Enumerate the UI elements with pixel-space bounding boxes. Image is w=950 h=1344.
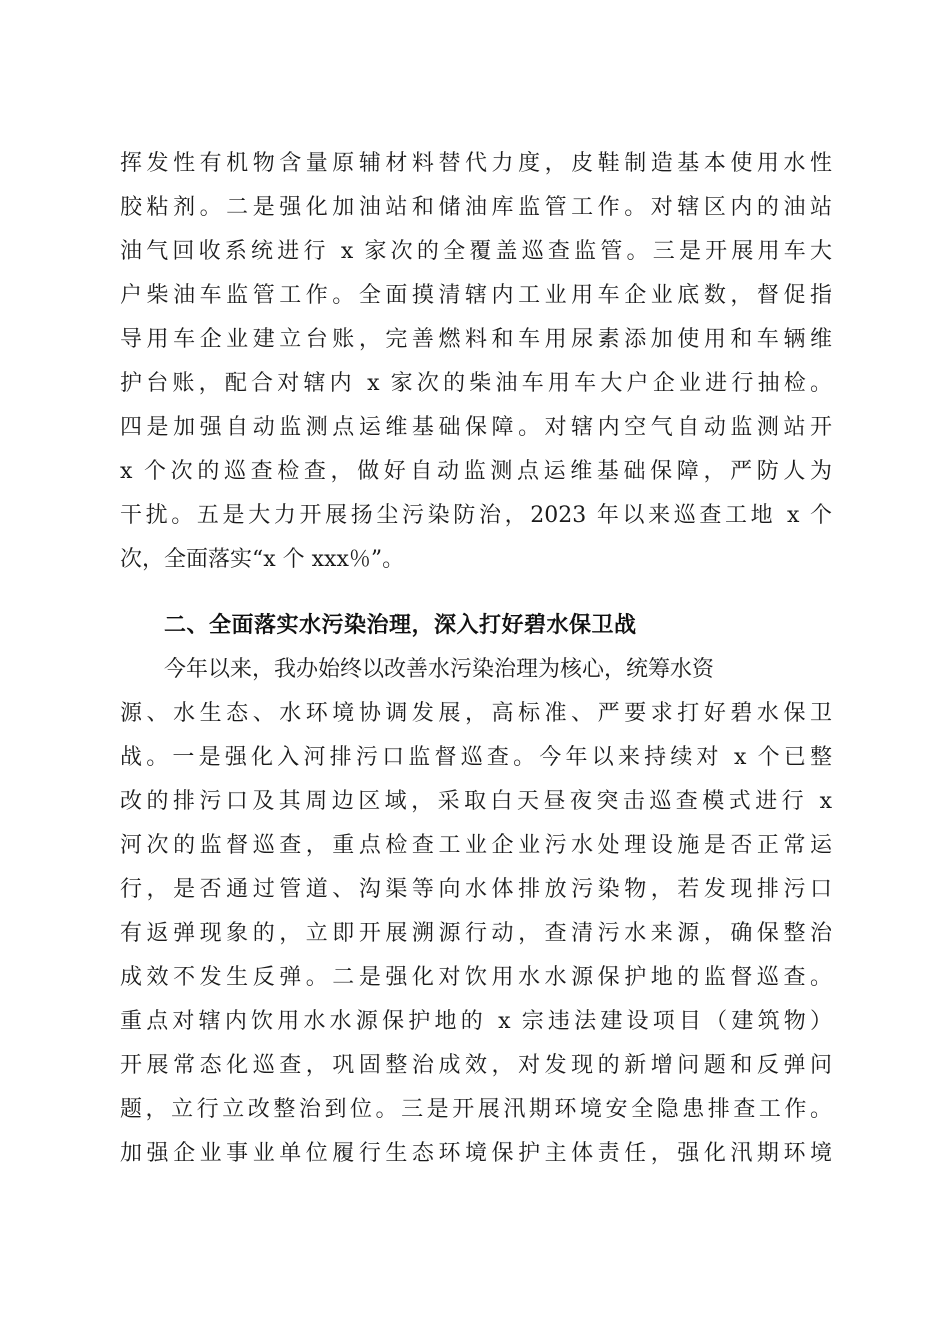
text-line: 胶粘剂。二是强化加油站和储油库监管工作。对辖区内的油站 (120, 195, 832, 220)
text-line: 有返弹现象的，立即开展溯源行动，查清污水来源，确保整治 (120, 921, 832, 946)
text-line: 次，全面落实“x 个 xxx％”。 (120, 547, 405, 572)
text-line: x 个次的巡查检查，做好自动监测点运维基础保障，严防人为 (120, 459, 832, 484)
text-line: 油气回收系统进行 x 家次的全覆盖巡查监管。三是开展用车大 (120, 239, 832, 264)
text-line: 加强企业事业单位履行生态环境保护主体责任，强化汛期环境 (120, 1141, 832, 1166)
text-line: 重点对辖内饮用水水源保护地的 x 宗违法建设项目（建筑物） (120, 1009, 832, 1034)
text-line: 河次的监督巡查，重点检查工业企业污水处理设施是否正常运 (120, 833, 832, 858)
text-line: 改的排污口及其周边区域，采取白天昼夜突击巡查模式进行 x (120, 789, 832, 814)
text-line: 源、水生态、水环境协调发展，高标准、严要求打好碧水保卫 (120, 701, 832, 726)
paragraph-water-pollution (120, 648, 832, 1176)
text-line: 今年以来，我办始终以改善水污染治理为核心，统筹水资 (164, 657, 715, 682)
text-line: 战。一是强化入河排污口监督巡查。今年以来持续对 x 个已整 (120, 745, 832, 770)
text-line: 题，立行立改整治到位。三是开展汛期环境安全隐患排查工作。 (120, 1097, 832, 1122)
text-line: 干扰。五是大力开展扬尘污染防治，2023 年以来巡查工地 x 个 (120, 503, 832, 528)
paragraph-air-pollution (120, 142, 832, 582)
text-line: 挥发性有机物含量原辅材料替代力度，皮鞋制造基本使用水性 (120, 151, 832, 176)
text-line: 导用车企业建立台账，完善燃料和车用尿素添加使用和车辆维 (120, 327, 832, 352)
section-heading-water-pollution: 二、全面落实水污染治理，深入打好碧水保卫战 (164, 613, 637, 638)
text-line: 成效不发生反弹。二是强化对饮用水水源保护地的监督巡查。 (120, 965, 832, 990)
text-line: 护台账，配合对辖内 x 家次的柴油车用车大户企业进行抽检。 (120, 371, 832, 396)
text-line: 开展常态化巡查，巩固整治成效，对发现的新增问题和反弹问 (120, 1053, 832, 1078)
text-line: 户柴油车监管工作。全面摸清辖内工业用车企业底数，督促指 (120, 283, 832, 308)
text-line: 四是加强自动监测点运维基础保障。对辖内空气自动监测站开 (120, 415, 832, 440)
text-line: 行，是否通过管道、沟渠等向水体排放污染物，若发现排污口 (120, 877, 832, 902)
